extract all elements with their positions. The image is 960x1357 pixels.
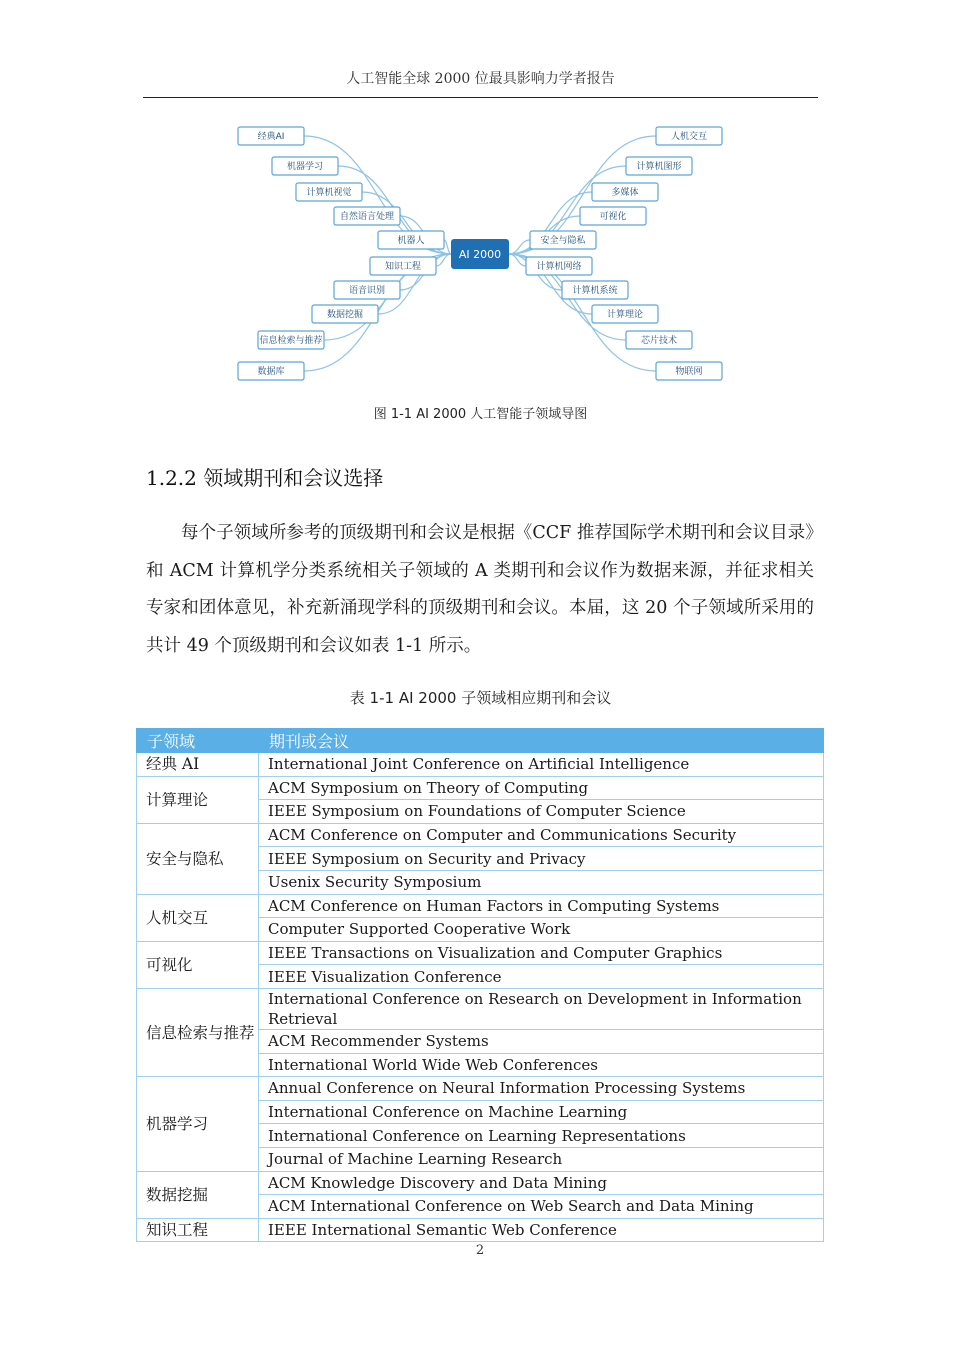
mindmap-node bbox=[592, 305, 658, 323]
mindmap-node-label: 数据挖掘 bbox=[326, 310, 364, 320]
running-header: 人工智能全球 2000 位最具影响力学者报告 bbox=[346, 71, 615, 87]
field-cell: 经典 AI bbox=[137, 753, 259, 777]
field-cell: 机器学习 bbox=[137, 1077, 259, 1171]
mindmap-node bbox=[370, 257, 436, 275]
table-header-row bbox=[137, 729, 824, 753]
venue-cell: International Conference on Machine Learning bbox=[259, 1100, 824, 1124]
mindmap-node-label: 多媒体 bbox=[611, 188, 639, 198]
venue-cell: IEEE Transactions on Visualization and Computer Graphics bbox=[259, 941, 824, 965]
mindmap-node bbox=[272, 157, 338, 175]
venue-cell: International Conference on Research on Development in Information Retrieval bbox=[259, 988, 824, 1029]
mindmap-figure bbox=[230, 118, 730, 390]
page-number: 2 bbox=[475, 1243, 485, 1258]
mindmap-node-label: 计算机网络 bbox=[536, 262, 582, 272]
mindmap-node-label: 知识工程 bbox=[384, 262, 422, 272]
body-paragraph: 每个子领域所参考的顶级期刊和会议是根据《CCF 推荐国际学术期刊和会议目录》和 ACM 计算机学分类系统相关子领域的 A 类期刊和会议作为数据来源，并征求相关专家和团体意见，补充新涌现学科的顶级期刊和会议。本届，这 20 个子领域所采用的共计 49 个顶级期刊和会议如表 1-1 所示。 bbox=[146, 523, 814, 656]
mindmap-node bbox=[656, 127, 722, 145]
venue-cell: IEEE International Semantic Web Conference bbox=[259, 1218, 824, 1242]
table-row bbox=[137, 941, 824, 965]
mindmap-node-label: 经典AI bbox=[257, 132, 285, 142]
mindmap-node bbox=[526, 257, 592, 275]
field-cell: 知识工程 bbox=[137, 1218, 259, 1242]
mindmap-node bbox=[562, 281, 628, 299]
venue-cell: ACM Symposium on Theory of Computing bbox=[259, 776, 824, 800]
table-row bbox=[137, 1171, 824, 1195]
mindmap-node bbox=[312, 305, 378, 323]
table-body bbox=[137, 753, 824, 1242]
header-rule bbox=[143, 97, 818, 98]
mindmap-node-label: 安全与隐私 bbox=[540, 236, 586, 246]
column-header-venue: 期刊或会议 bbox=[259, 729, 824, 753]
mindmap-node-label: 信息检索与推荐 bbox=[259, 336, 323, 346]
mindmap-node bbox=[626, 157, 692, 175]
mindmap-center-label: AI 2000 bbox=[458, 248, 502, 261]
table-caption: 表 1-1 AI 2000 子领域相应期刊和会议 bbox=[349, 689, 612, 707]
mindmap-node bbox=[334, 207, 400, 225]
mindmap-node-label: 人机交互 bbox=[670, 132, 708, 142]
field-cell: 数据挖掘 bbox=[137, 1171, 259, 1218]
venue-cell: Journal of Machine Learning Research bbox=[259, 1147, 824, 1171]
mindmap-node bbox=[238, 127, 304, 145]
table-row bbox=[137, 1218, 824, 1242]
section-heading: 1.2.2 领域期刊和会议选择 bbox=[146, 466, 384, 490]
mindmap-center-node bbox=[451, 239, 509, 269]
mindmap-node-label: 计算机视觉 bbox=[306, 188, 352, 198]
venue-cell: ACM International Conference on Web Search and Data Mining bbox=[259, 1195, 824, 1219]
mindmap-node-label: 计算理论 bbox=[606, 310, 644, 320]
mindmap-node-label: 计算机图形 bbox=[636, 162, 682, 172]
venue-cell: ACM Recommender Systems bbox=[259, 1029, 824, 1053]
venue-cell: International Conference on Learning Representations bbox=[259, 1124, 824, 1148]
field-cell: 安全与隐私 bbox=[137, 823, 259, 894]
mindmap-node bbox=[580, 207, 646, 225]
venue-cell: IEEE Symposium on Security and Privacy bbox=[259, 847, 824, 871]
venue-cell: Usenix Security Symposium bbox=[259, 870, 824, 894]
mindmap-node-label: 物联网 bbox=[675, 367, 703, 377]
mindmap-node-label: 机器学习 bbox=[286, 162, 324, 172]
field-cell: 计算理论 bbox=[137, 776, 259, 823]
mindmap-node-label: 语音识别 bbox=[348, 286, 386, 296]
field-cell: 人机交互 bbox=[137, 894, 259, 941]
mindmap-node-label: 机器人 bbox=[397, 236, 425, 246]
venues-table bbox=[136, 728, 824, 1242]
venue-cell: IEEE Visualization Conference bbox=[259, 965, 824, 989]
mindmap-node bbox=[656, 362, 722, 380]
table-row bbox=[137, 988, 824, 1029]
field-cell: 可视化 bbox=[137, 941, 259, 988]
venue-cell: IEEE Symposium on Foundations of Computer Science bbox=[259, 800, 824, 824]
column-header-field: 子领域 bbox=[137, 729, 259, 753]
mindmap-node-label: 可视化 bbox=[599, 212, 627, 222]
venue-cell: Annual Conference on Neural Information Processing Systems bbox=[259, 1077, 824, 1101]
table-row bbox=[137, 753, 824, 777]
mindmap-node-label: 自然语言处理 bbox=[339, 212, 395, 222]
mindmap-node bbox=[334, 281, 400, 299]
figure-caption: 图 1-1 AI 2000 人工智能子领域导图 bbox=[373, 407, 588, 422]
mindmap-node bbox=[626, 331, 692, 349]
mindmap-node-label: 芯片技术 bbox=[640, 336, 678, 346]
mindmap-node bbox=[258, 331, 324, 349]
table-row bbox=[137, 1077, 824, 1101]
mindmap-node bbox=[378, 231, 444, 249]
field-cell: 信息检索与推荐 bbox=[137, 988, 259, 1076]
mindmap-node-label: 计算机系统 bbox=[572, 286, 618, 296]
mindmap-node bbox=[296, 183, 362, 201]
venue-cell: Computer Supported Cooperative Work bbox=[259, 918, 824, 942]
venue-cell: ACM Conference on Computer and Communications Security bbox=[259, 823, 824, 847]
table-row bbox=[137, 776, 824, 800]
mindmap-node bbox=[530, 231, 596, 249]
venue-cell: ACM Knowledge Discovery and Data Mining bbox=[259, 1171, 824, 1195]
table-row bbox=[137, 894, 824, 918]
mindmap-connector bbox=[444, 240, 451, 254]
mindmap-node bbox=[592, 183, 658, 201]
venue-cell: International World Wide Web Conferences bbox=[259, 1053, 824, 1077]
venue-cell: ACM Conference on Human Factors in Computing Systems bbox=[259, 894, 824, 918]
venue-cell: International Joint Conference on Artificial Intelligence bbox=[259, 753, 824, 777]
mindmap-node-label: 数据库 bbox=[257, 367, 285, 377]
mindmap-node bbox=[238, 362, 304, 380]
table-row bbox=[137, 823, 824, 847]
